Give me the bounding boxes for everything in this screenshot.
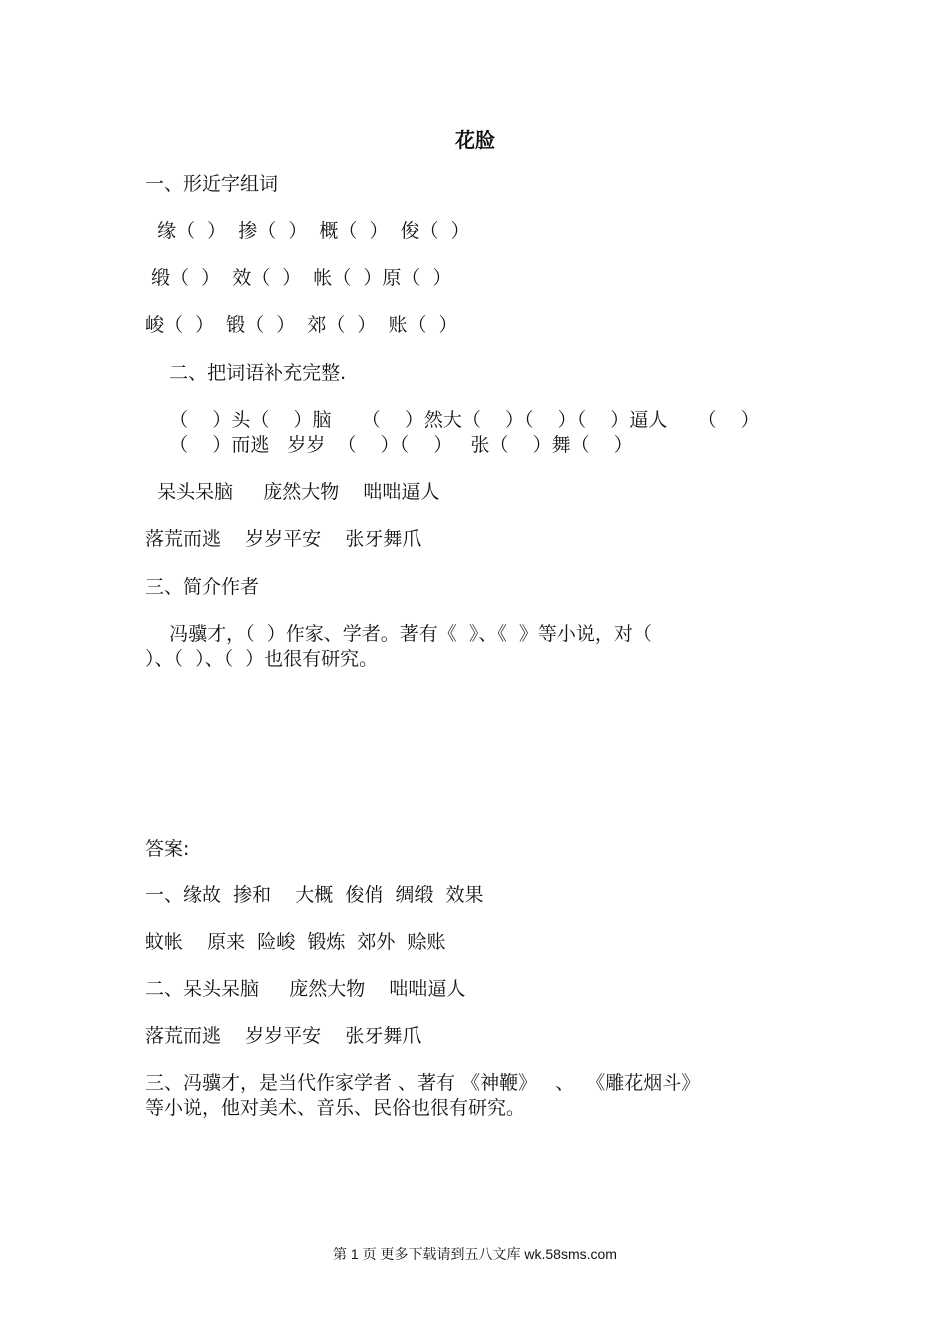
- fill-blank-line-2: （ ）而逃 岁岁 （ ）（ ） 张（ ）舞（ ）: [145, 434, 633, 456]
- answer-line-6: 等小说，他对美术、音乐、民俗也很有研究。: [145, 1097, 526, 1119]
- section3-heading: 三、简介作者: [145, 576, 260, 598]
- author-intro-line-2: ）、（ ）、（ ）也很有研究。: [145, 648, 379, 670]
- answer-line-3: 二、呆头呆脑 庞然大物 咄咄逼人: [145, 978, 466, 1000]
- section2-heading: 二、把词语补充完整.: [145, 362, 347, 384]
- char-row-1: 缘（ ） 掺（ ） 概（ ） 俊（ ）: [145, 220, 470, 242]
- answer-line-1: 一、缘故 掺和 大概 俊俏 绸缎 效果: [145, 884, 484, 906]
- page-footer: 第 1 页 更多下载请到五八文库 wk.58sms.com: [333, 1246, 617, 1262]
- section1-heading: 一、形近字组词: [145, 173, 279, 195]
- word-bank-line-1: 呆头呆脑 庞然大物 咄咄逼人: [145, 481, 440, 503]
- author-intro-line-1: 冯骥才，（ ）作家、学者。著有《 》、《 》等小说，对（: [145, 623, 652, 645]
- char-row-2: 缎（ ） 效（ ） 帐（ ）原（ ）: [145, 267, 452, 289]
- word-bank-line-2: 落荒而逃 岁岁平安 张牙舞爪: [145, 528, 422, 550]
- document-title: 花脸: [455, 128, 495, 152]
- answers-heading: 答案:: [145, 838, 190, 860]
- answer-line-4: 落荒而逃 岁岁平安 张牙舞爪: [145, 1025, 422, 1047]
- answer-line-2: 蚊帐 原来 险峻 锻炼 郊外 赊账: [145, 931, 446, 953]
- fill-blank-line-1: （ ）头（ ）脑 （ ）然大（ ）（ ）（ ）逼人 （ ）: [145, 409, 760, 431]
- char-row-3: 峻（ ） 锻（ ） 郊（ ） 账（ ）: [145, 314, 458, 336]
- answer-line-5: 三、冯骥才，是当代作家学者 、著有 《神鞭》 、 《雕花烟斗》: [145, 1072, 701, 1094]
